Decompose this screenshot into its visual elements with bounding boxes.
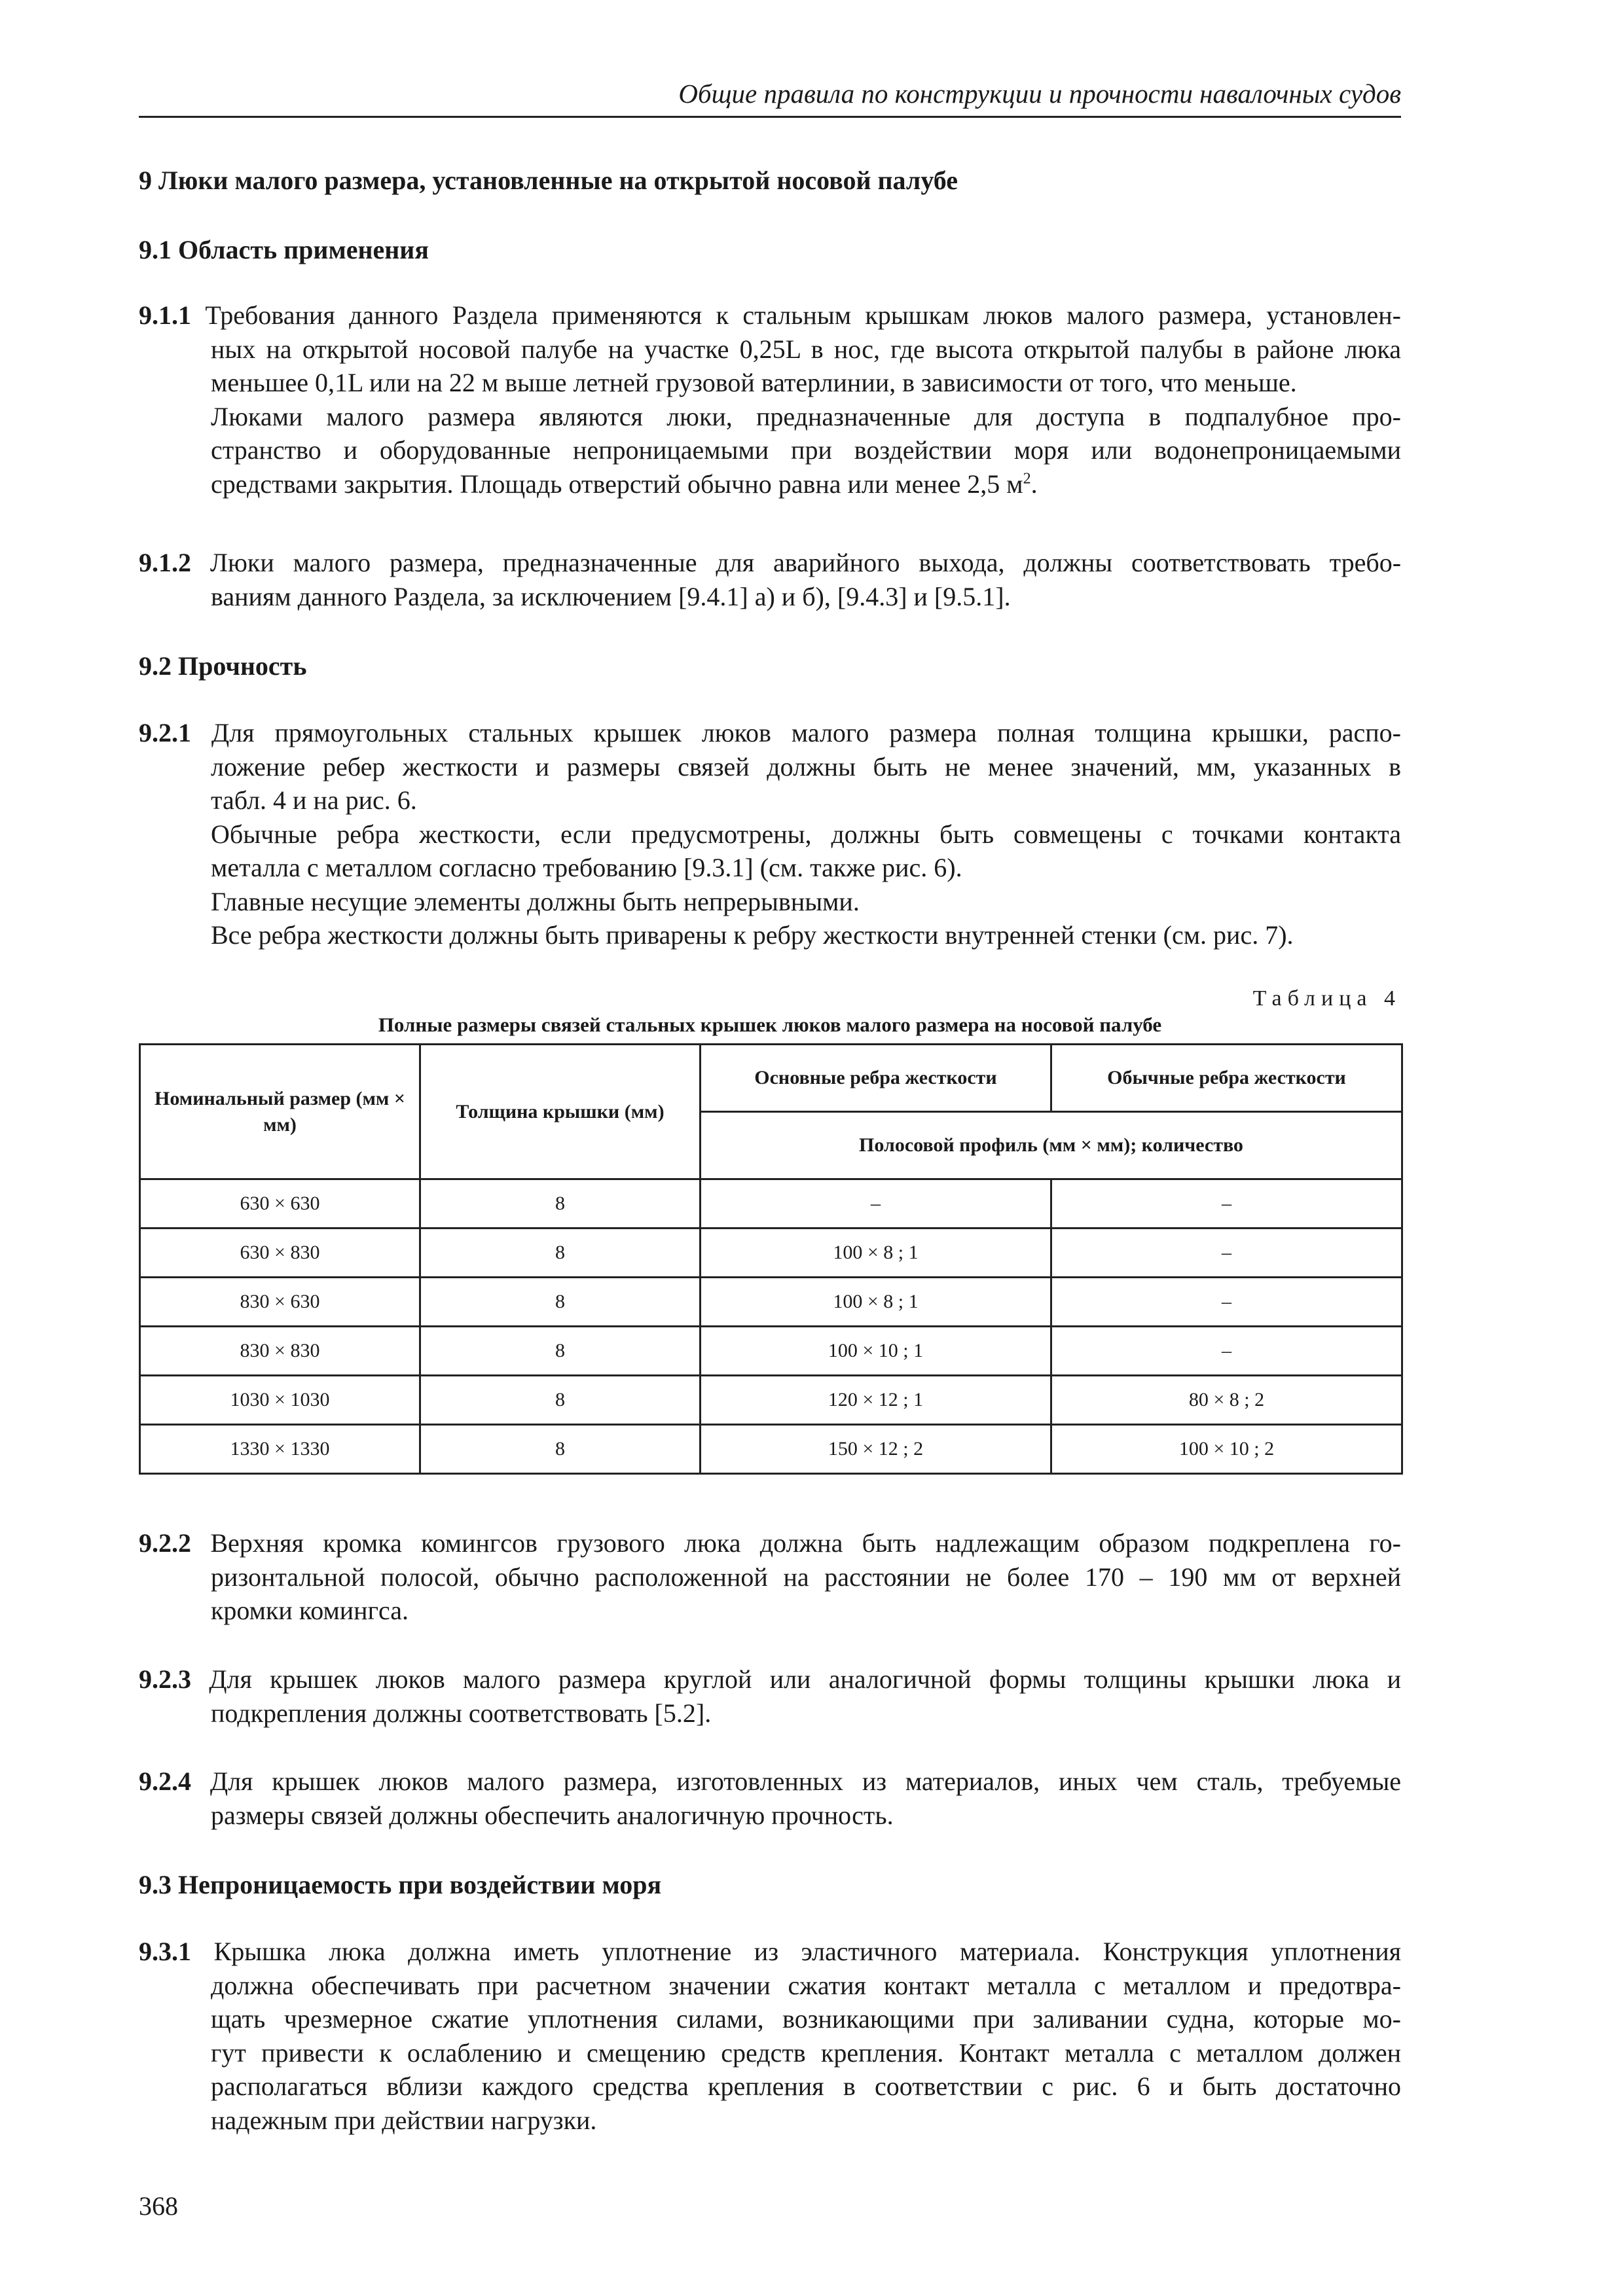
table-cell: 630 × 830 xyxy=(140,1229,420,1278)
paragraph-line: 9.2.4 Для крышек люков малого размера, изготовленных из материалов, иных чем сталь, требуемые xyxy=(139,1767,1402,1796)
paragraph-line: должна обеспечивать при расчетном значении сжатия контакт металла с металлом и предотвра- xyxy=(211,1970,1401,2000)
table-row xyxy=(140,1229,1402,1278)
table-cell: 8 xyxy=(420,1376,701,1425)
paragraph-line: меньшее 0,1L или на 22 м выше летней грузовой ватерлинии, в зависимости от того, что меньше. xyxy=(211,368,1297,397)
header-secondary-stiffeners: Обычные ребра жесткости xyxy=(1051,1045,1402,1112)
table-row xyxy=(140,1425,1402,1474)
table-cell: 100 × 8 ; 1 xyxy=(701,1229,1051,1278)
scantlings-table xyxy=(139,1043,1403,1475)
paragraph-line: 9.2.1 Для прямоугольных стальных крышек люков малого размера полная толщина крышки, распо- xyxy=(139,718,1402,747)
paragraph-9-2-3 xyxy=(139,1662,1401,1730)
paragraph-line: металла с металлом согласно требованию [9.3.1] (см. также рис. 6). xyxy=(211,853,962,882)
paragraph-line: странство и оборудованные непроницаемыми при воздействии моря или водонепроницаемыми xyxy=(211,435,1401,465)
table-cell: – xyxy=(1051,1278,1402,1327)
paragraph-9-1-2 xyxy=(139,546,1401,613)
table-row xyxy=(140,1179,1402,1229)
table-cell: 150 × 12 ; 2 xyxy=(701,1425,1051,1474)
running-header: Общие правила по конструкции и прочности навалочных судов xyxy=(678,79,1401,109)
table-cell: 100 × 10 ; 2 xyxy=(1051,1425,1402,1474)
paragraph-line: ваниям данного Раздела, за исключением [9.4.1] а) и б), [9.4.3] и [9.5.1]. xyxy=(211,581,1011,611)
page-number: 368 xyxy=(139,2191,178,2221)
table-cell: 100 × 8 ; 1 xyxy=(701,1278,1051,1327)
paragraph-line: ризонтальной полосой, обычно расположенной на расстоянии не более 170 – 190 мм от верхней xyxy=(211,1562,1401,1592)
paragraph-9-2-1 xyxy=(139,716,1401,952)
table-row xyxy=(140,1327,1402,1376)
paragraph-number: 9.3.1 xyxy=(139,1937,191,1966)
section-9-2-heading: 9.2 Прочность xyxy=(139,651,307,681)
table-cell: 100 × 10 ; 1 xyxy=(701,1327,1051,1376)
header-nominal-size: Номинальный размер (мм × мм) xyxy=(140,1045,420,1179)
table-cell: – xyxy=(701,1179,1051,1229)
table-title: Полные размеры связей стальных крышек люков малого размера на носовой палубе xyxy=(378,1013,1162,1036)
section-9-3-heading: 9.3 Непроницаемость при воздействии моря xyxy=(139,1870,662,1899)
paragraph-line: размеры связей должны обеспечить аналогичную прочность. xyxy=(211,1800,894,1830)
table-cell: 830 × 830 xyxy=(140,1327,420,1376)
paragraph-line: 9.3.1 Крышка люка должна иметь уплотнение из эластичного материала. Конструкция уплотнения xyxy=(139,1937,1401,1966)
table-cell: – xyxy=(1051,1229,1402,1278)
table-cell: 8 xyxy=(420,1327,701,1376)
paragraph-number: 9.2.4 xyxy=(139,1767,191,1796)
paragraph-number: 9.1.1 xyxy=(139,300,191,330)
paragraph-line: 9.1.1 Требования данного Раздела применяются к стальным крышкам люков малого размера, установлен- xyxy=(139,300,1401,330)
paragraph-line: ных на открытой носовой палубе на участке 0,25L в нос, где высота открытой палубы в районе люка xyxy=(211,334,1401,364)
table-cell: 830 × 630 xyxy=(140,1278,420,1327)
paragraph-line: подкрепления должны соответствовать [5.2]. xyxy=(211,1698,712,1728)
table-cell: 8 xyxy=(420,1229,701,1278)
paragraph-line: Люками малого размера являются люки, предназначенные для доступа в подпалубное про- xyxy=(211,401,1401,431)
table-cell: 1030 × 1030 xyxy=(140,1376,420,1425)
table-row xyxy=(140,1278,1402,1327)
paragraph-line: 9.1.2 Люки малого размера, предназначенные для аварийного выхода, должны соответствовать требо- xyxy=(139,548,1402,577)
paragraph-line: ложение ребер жесткости и размеры связей должны быть не менее значений, мм, указанных в xyxy=(211,751,1401,781)
paragraph-number: 9.1.2 xyxy=(139,548,191,577)
paragraph-line: 9.2.3 Для крышек люков малого размера круглой или аналогичной формы толщины крышки люка и xyxy=(139,1664,1401,1694)
header-rule xyxy=(139,116,1401,118)
table-cell: 630 × 630 xyxy=(140,1179,420,1229)
table-row xyxy=(140,1376,1402,1425)
header-primary-stiffeners: Основные ребра жесткости xyxy=(701,1045,1051,1112)
paragraph-line: кромки комингса. xyxy=(211,1596,409,1625)
section-9-heading: 9 Люки малого размера, установленные на открытой носовой палубе xyxy=(139,166,958,195)
paragraph-line: табл. 4 и на рис. 6. xyxy=(211,785,417,815)
paragraph-9-1-1 xyxy=(139,298,1401,501)
table-number: Таблица 4 xyxy=(1252,986,1401,1011)
header-flat-bar-profile: Полосовой профиль (мм × мм); количество xyxy=(701,1112,1402,1179)
paragraph-number: 9.2.3 xyxy=(139,1664,191,1694)
paragraph-9-3-1 xyxy=(139,1935,1401,2137)
table-header-row xyxy=(140,1045,1402,1112)
table-cell: – xyxy=(1051,1327,1402,1376)
paragraph-line: располагаться вблизи каждого средства крепления в соответствии с рис. 6 и быть достаточно xyxy=(211,2072,1401,2101)
header-thickness: Толщина крышки (мм) xyxy=(420,1045,701,1179)
paragraph-line: Все ребра жесткости должны быть приварены к ребру жесткости внутренней стенки (см. рис. 7). xyxy=(211,920,1294,950)
section-9-1-heading: 9.1 Область применения xyxy=(139,235,429,264)
paragraph-number: 9.2.2 xyxy=(139,1528,191,1558)
paragraph-line: 9.2.2 Верхняя кромка комингсов грузового люка должна быть надлежащим образом подкреплена го- xyxy=(139,1528,1402,1558)
table-cell: 8 xyxy=(420,1425,701,1474)
paragraph-number: 9.2.1 xyxy=(139,718,191,747)
paragraph-line: щать чрезмерное сжатие уплотнения силами, возникающими при заливании судна, которые мо- xyxy=(211,2004,1401,2034)
paragraph-line: гут привести к ослаблению и смещению средств крепления. Контакт металла с металлом должен xyxy=(211,2037,1401,2068)
paragraph-line: средствами закрытия. Площадь отверстий обычно равна или менее 2,5 $м^2$. xyxy=(211,469,1038,499)
table-cell: 8 xyxy=(420,1179,701,1229)
table-cell: – xyxy=(1051,1179,1402,1229)
paragraph-line: Главные несущие элементы должны быть непрерывными. xyxy=(211,886,860,916)
paragraph-9-2-2 xyxy=(139,1526,1401,1628)
table-cell: 80 × 8 ; 2 xyxy=(1051,1376,1402,1425)
table-cell: 120 × 12 ; 1 xyxy=(701,1376,1051,1425)
table-cell: 8 xyxy=(420,1278,701,1327)
paragraph-line: Обычные ребра жесткости, если предусмотрены, должны быть совмещены с точками контакта xyxy=(211,819,1401,849)
paragraph-9-2-4 xyxy=(139,1765,1401,1832)
table-cell: 1330 × 1330 xyxy=(140,1425,420,1474)
paragraph-line: надежным при действии нагрузки. xyxy=(211,2105,597,2135)
